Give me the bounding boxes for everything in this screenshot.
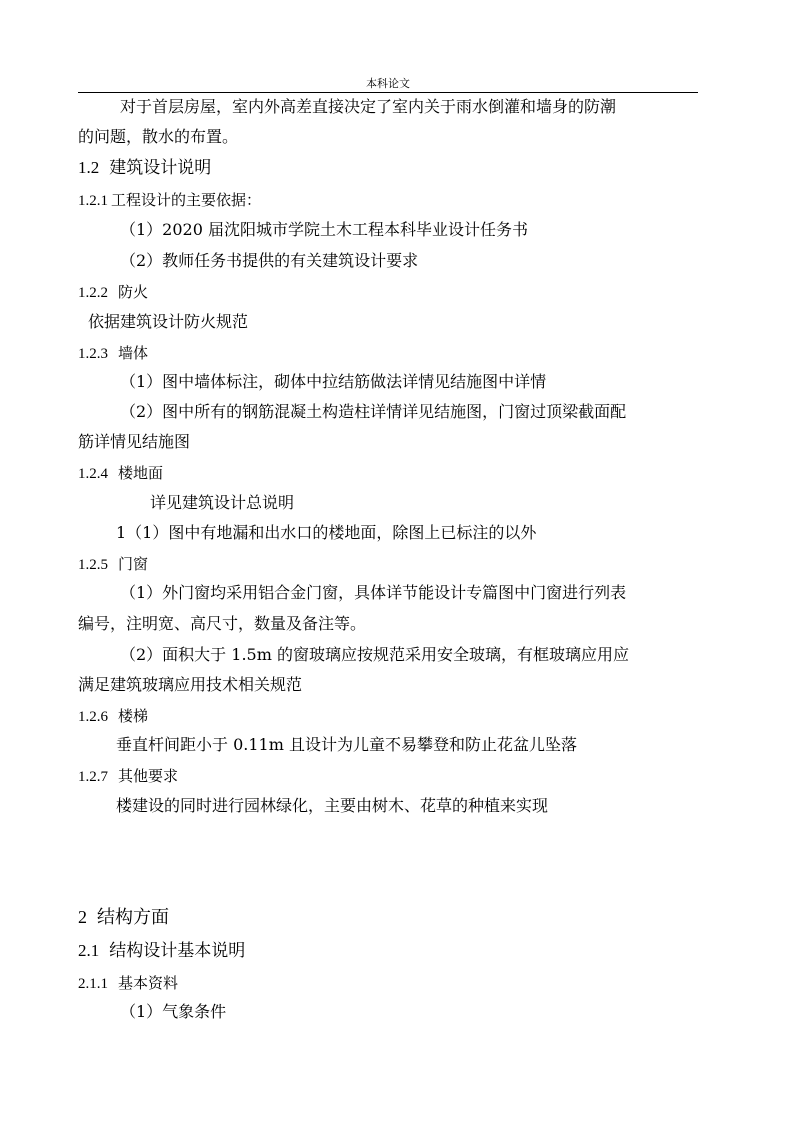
section-heading-1-2-4 <box>78 462 163 485</box>
section-number: 1.2.1 <box>78 193 108 209</box>
section-heading-1-2-3 <box>78 342 148 365</box>
section-title: 楼梯 <box>118 707 149 725</box>
section-heading-1-2-2 <box>78 281 148 304</box>
section-title: 结构设计基本说明 <box>109 941 246 961</box>
section-number: 2 <box>78 907 87 927</box>
paragraph: 垂直杆间距小于 0.11m 且设计为儿童不易攀登和防止花盆儿坠落 <box>116 735 577 754</box>
section-title: 其他要求 <box>118 767 179 785</box>
header-rule <box>78 92 698 93</box>
paragraph: 详见建筑设计总说明 <box>150 493 295 512</box>
list-item: （2）教师任务书提供的有关建筑设计要求 <box>120 251 419 270</box>
list-item: （2）面积大于 1.5m 的窗玻璃应按规范采用安全玻璃，有框玻璃应用应 <box>120 645 629 664</box>
section-number: 1.2.7 <box>78 769 108 785</box>
section-number: 1.2.2 <box>78 285 108 301</box>
section-heading-2-1 <box>78 940 245 962</box>
section-title: 门窗 <box>118 555 149 573</box>
section-title: 建筑设计说明 <box>109 158 212 178</box>
section-heading-1-2 <box>78 157 211 179</box>
list-item: （1）图中墙体标注，砌体中拉结筋做法详情见结施图中详情 <box>120 372 547 391</box>
intro-line-2: 的问题，散水的布置。 <box>78 127 239 146</box>
section-heading-1-2-1 <box>78 189 261 212</box>
list-item: （1）气象条件 <box>120 1002 227 1021</box>
list-item-continuation: 满足建筑玻璃应用技术相关规范 <box>78 675 303 694</box>
list-item: （1）2020 届沈阳城市学院土木工程本科毕业设计任务书 <box>120 220 528 239</box>
section-heading-1-2-7 <box>78 765 178 788</box>
section-title: 墙体 <box>118 344 149 362</box>
paragraph: 依据建筑设计防火规范 <box>88 312 249 331</box>
section-title: 工程设计的主要依据： <box>111 191 262 209</box>
list-item-continuation: 筋详情见结施图 <box>78 432 191 451</box>
section-heading-2 <box>78 906 169 929</box>
intro-line-1: 对于首层房屋，室内外高差直接决定了室内关于雨水倒灌和墙身的防潮 <box>120 97 617 116</box>
section-number: 1.2.3 <box>78 346 108 362</box>
section-number: 1.2.5 <box>78 557 108 573</box>
section-number: 1.2.6 <box>78 709 108 725</box>
section-title: 基本资料 <box>118 974 179 992</box>
list-item-continuation: 编号，注明宽、高尺寸，数量及备注等。 <box>78 614 367 633</box>
section-title: 防火 <box>118 283 149 301</box>
list-item: （2）图中所有的钢筋混凝土构造柱详情详见结施图，门窗过顶梁截面配 <box>120 402 627 421</box>
section-heading-1-2-5 <box>78 553 148 576</box>
paragraph: 1（1）图中有地漏和出水口的楼地面，除图上已标注的以外 <box>116 523 537 542</box>
section-number: 2.1 <box>78 941 100 960</box>
header-title: 本科论文 <box>366 77 410 90</box>
list-item: （1）外门窗均采用铝合金门窗，具体详节能设计专篇图中门窗进行列表 <box>120 583 627 602</box>
section-title: 结构方面 <box>97 907 169 928</box>
section-title: 楼地面 <box>118 464 164 482</box>
section-heading-2-1-1 <box>78 972 178 995</box>
section-number: 1.2.4 <box>78 466 108 482</box>
section-heading-1-2-6 <box>78 705 148 728</box>
section-number: 1.2 <box>78 158 100 177</box>
section-number: 2.1.1 <box>78 976 108 992</box>
paragraph: 楼建设的同时进行园林绿化，主要由树木、花草的种植来实现 <box>116 796 549 815</box>
